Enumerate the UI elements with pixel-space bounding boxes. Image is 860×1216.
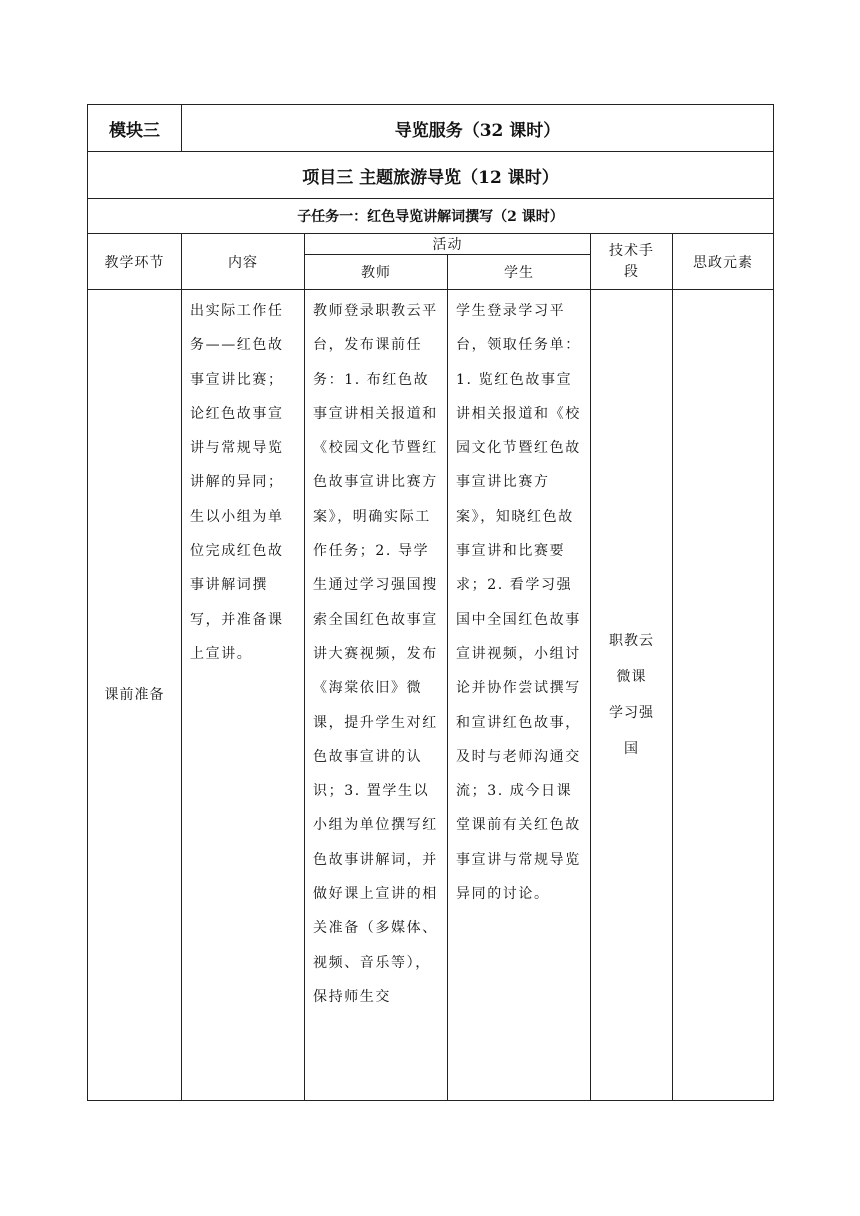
stage-cell: 课前准备	[88, 290, 182, 1101]
col-stage-header: 教学环节	[88, 234, 182, 290]
tech-line: 职教云	[609, 633, 654, 649]
lesson-plan-table	[87, 104, 774, 1101]
col-activity-header: 活动	[305, 234, 591, 255]
column-header-row	[88, 234, 774, 255]
module-title: 导览服务（32 课时）	[182, 105, 774, 152]
col-teacher-header: 教师	[305, 255, 448, 290]
tech-cell	[591, 290, 673, 1101]
project-row	[88, 152, 774, 199]
subtask-title: 子任务一：红色导览讲解词撰写（2 课时）	[88, 199, 774, 234]
tech-line: 学习强	[609, 705, 654, 721]
student-cell: 学生登录学习平台，领取任务单：1. 览红色故事宣讲相关报道和《校园文化节暨红色故事宣讲比赛方案》，知晓红色故事宣讲和比赛要求；2. 看学习强国中全国红色故事宣讲视频，小组讨论并协作尝试撰写和宣讲红色故事，及时与老师沟通交流；3. 成今日课堂课前有关红色故事宣讲与常规导览异同的讨论。	[448, 290, 591, 1101]
module-row	[88, 105, 774, 152]
subtask-row	[88, 199, 774, 234]
col-tech-header-text: 技术手段	[609, 242, 654, 280]
teacher-cell: 教师登录职教云平台，发布课前任务：1. 布红色故事宣讲相关报道和《校园文化节暨红色故事宣讲比赛方案》，明确实际工作任务；2. 导学生通过学习强国搜索全国红色故事宣讲大赛视频，发布《海棠依旧》微课，提升学生对红色故事宣讲的认识；3. 置学生以小组为单位撰写红色故事讲解词，并做好课上宣讲的相关准备（多媒体、视频、音乐等），保持师生交	[305, 290, 448, 1101]
ideology-cell	[673, 290, 774, 1101]
col-content-header: 内容	[182, 234, 305, 290]
content-cell: 出实际工作任务——红色故事宣讲比赛；论红色故事宣讲与常规导览讲解的异同；生以小组为单位完成红色故事讲解词撰写，并准备课上宣讲。	[182, 290, 305, 1101]
project-title: 项目三 主题旅游导览（12 课时）	[88, 152, 774, 199]
tech-line: 国	[624, 741, 639, 757]
module-label: 模块三	[88, 105, 182, 152]
col-tech-header	[591, 234, 673, 290]
table-row	[88, 290, 774, 1101]
col-student-header: 学生	[448, 255, 591, 290]
tech-line: 微课	[616, 669, 647, 685]
col-ideology-header: 思政元素	[673, 234, 774, 290]
